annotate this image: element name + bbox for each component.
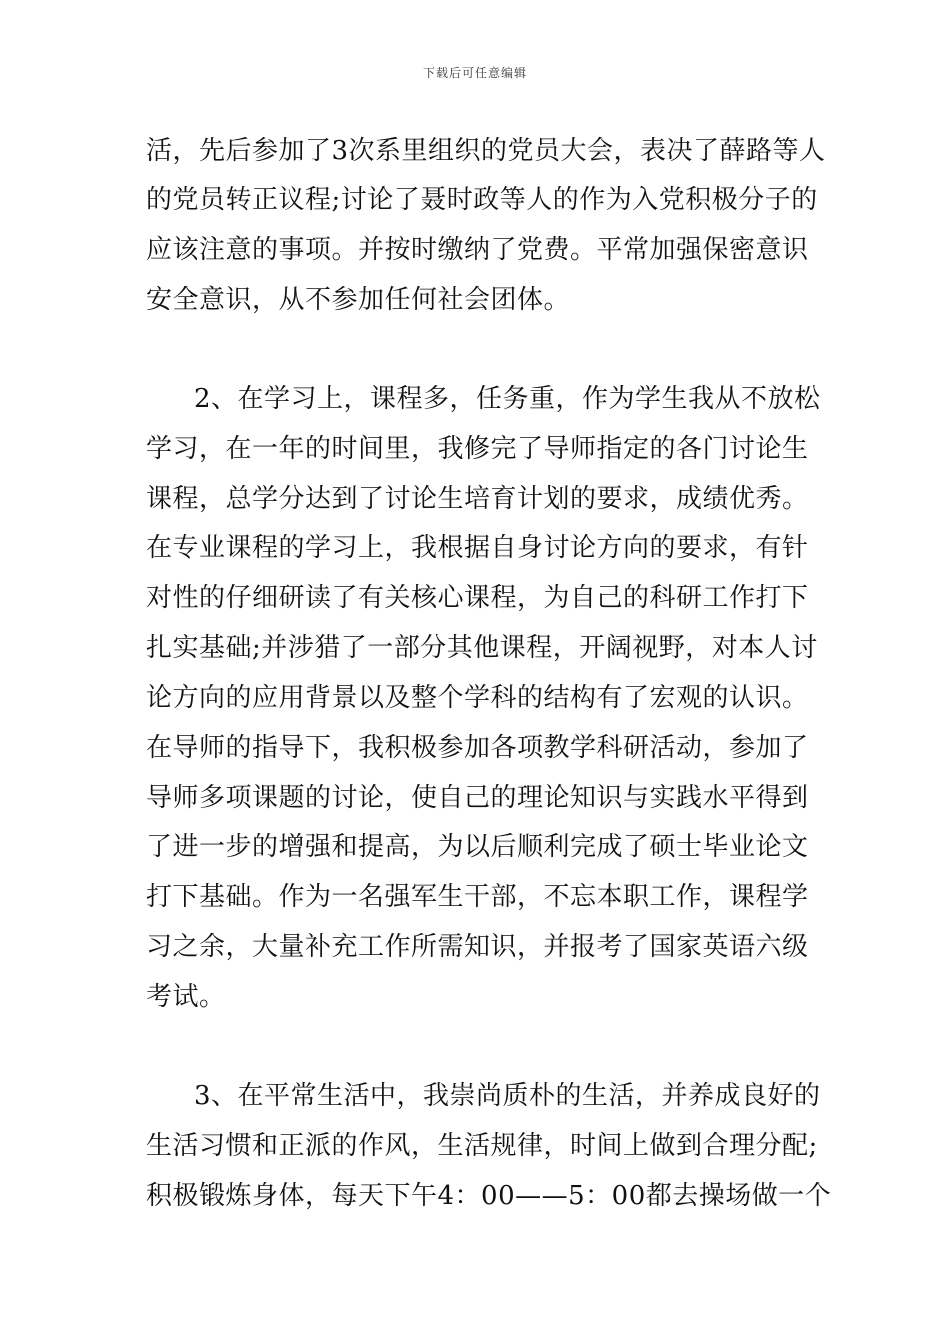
- text-line: 习之余，大量补充工作所需知识，并报考了国家英语六级: [146, 932, 809, 962]
- paragraph-start-line: 2、在学习上，课程多，任务重，作为学生我从不放松: [194, 384, 821, 414]
- text-line: 在专业课程的学习上，我根据自身讨论方向的要求，有针: [146, 533, 809, 563]
- paragraph-start-line: 3、在平常生活中，我崇尚质朴的生活，并养成良好的: [194, 1081, 821, 1111]
- text-line: 安全意识，从不参加任何社会团体。: [146, 285, 571, 315]
- text-line: 了进一步的增强和提高，为以后顺利完成了硕士毕业论文: [146, 832, 809, 862]
- text-line: 打下基础。作为一名强军生干部，不忘本职工作，课程学: [146, 882, 809, 912]
- text-line: 应该注意的事项。并按时缴纳了党费。平常加强保密意识: [146, 235, 809, 265]
- page-header-note: 下载后可任意编辑: [422, 66, 527, 80]
- text-line: 对性的仔细研读了有关核心课程，为自己的科研工作打下: [146, 583, 809, 613]
- text-line: 在导师的指导下，我积极参加各项教学科研活动，参加了: [146, 733, 809, 763]
- text-line: 学习，在一年的时间里，我修完了导师指定的各门讨论生: [146, 434, 809, 464]
- text-line: 论方向的应用背景以及整个学科的结构有了宏观的认识。: [146, 683, 809, 713]
- text-line: 导师多项课题的讨论，使自己的理论知识与实践水平得到: [146, 783, 809, 813]
- text-line: 的党员转正议程;讨论了聂时政等人的作为入党积极分子的: [146, 185, 818, 215]
- text-line: 生活习惯和正派的作风，生活规律，时间上做到合理分配;: [146, 1131, 818, 1161]
- text-line: 考试。: [146, 982, 226, 1012]
- text-line: 活，先后参加了3次系里组织的党员大会，表决了薛路等人: [146, 136, 826, 166]
- text-line: 扎实基础;并涉猎了一部分其他课程，开阔视野，对本人讨: [146, 633, 818, 663]
- text-line: 积极锻炼身体，每天下午4：00——5：00都去操场做一个: [146, 1181, 832, 1211]
- text-line: 课程，总学分达到了讨论生培育计划的要求，成绩优秀。: [146, 484, 809, 514]
